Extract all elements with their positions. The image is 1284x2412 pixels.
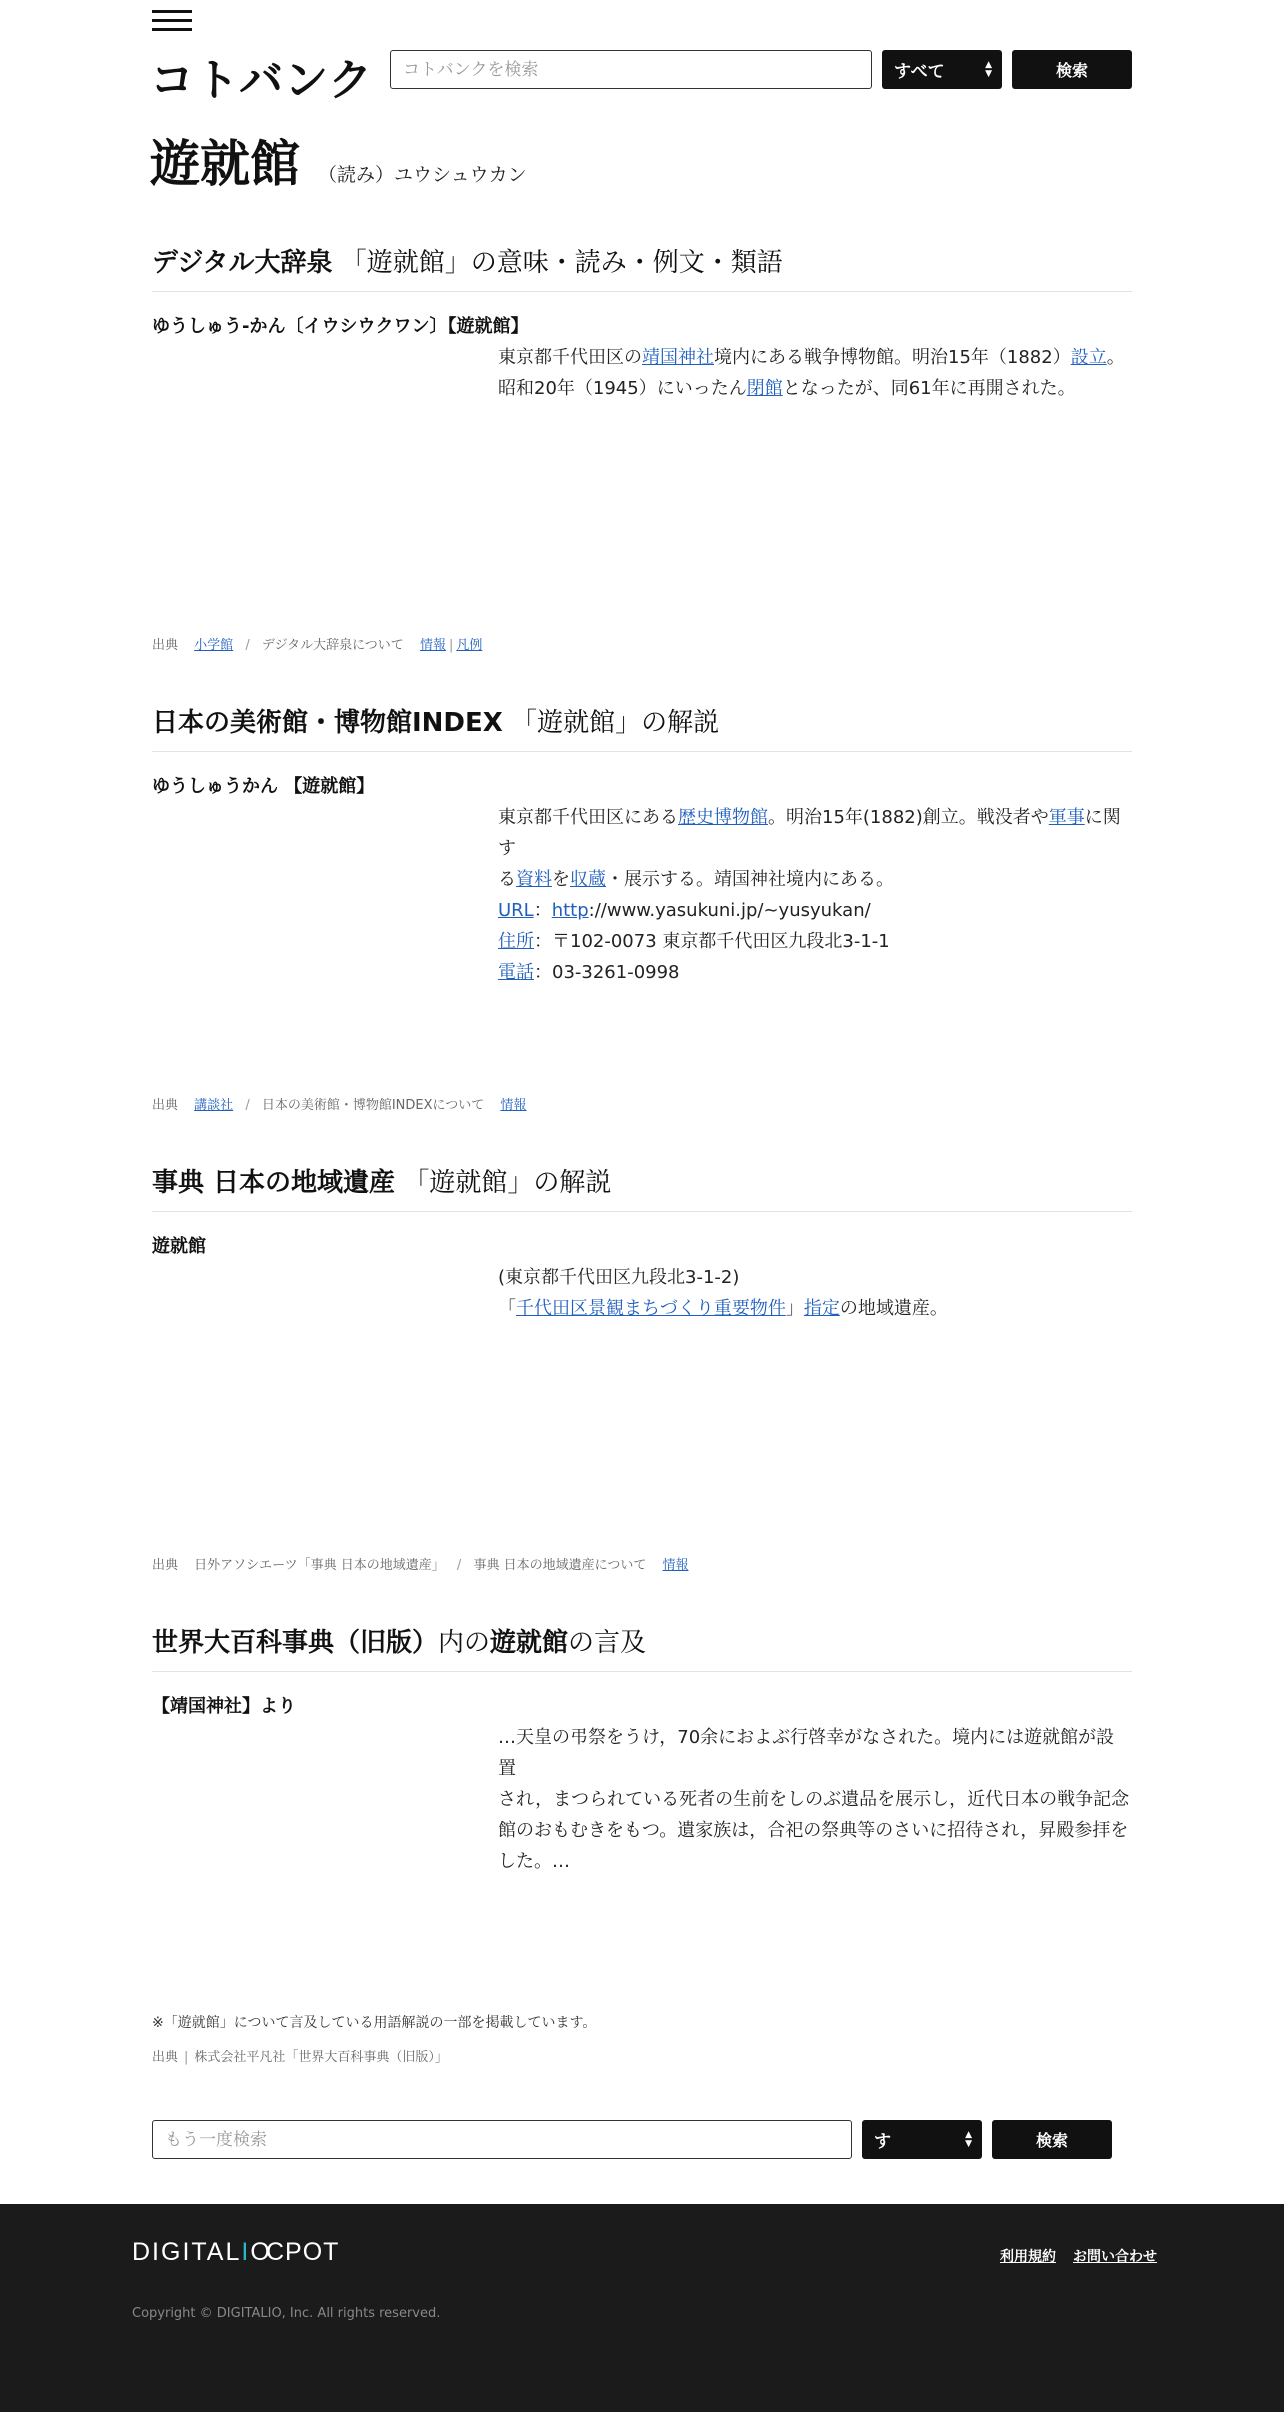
section-chiiki-isan <box>152 1162 1132 1573</box>
category-select-value: すべて <box>894 62 945 82</box>
link-shitei[interactable]: 指定 <box>803 1298 840 1319</box>
menu-icon[interactable] <box>152 10 192 32</box>
section-title <box>152 1162 1132 1212</box>
section-daijisen <box>152 242 1132 653</box>
body-line: …天皇の弔祭をうけ，70余におよぶ行啓幸がなされた。境内には遊就館が設置 <box>498 1727 1115 1779</box>
info-link[interactable]: 情報 <box>500 1098 527 1113</box>
search-button[interactable]: 検索 <box>1012 50 1132 89</box>
select-arrows-icon: ▲ ▼ <box>965 2129 972 2149</box>
cpot-logo[interactable]: CPOT <box>266 2238 340 2266</box>
link-yasukuni[interactable]: 靖国神社 <box>642 347 714 368</box>
entry-body <box>498 1262 1132 1324</box>
source-publisher-link[interactable]: 講談社 <box>194 1098 234 1113</box>
link-setsuritsu[interactable]: 設立 <box>1070 347 1107 368</box>
body-line: 館のおもむきをもつ。遺家族は，合祀の祭典等のさいに招待され，昇殿参拝を <box>498 1820 1129 1841</box>
body-line: 東京都千代田区にある歴史博物館。明治15年(1882)創立。戦没者や軍事に関す <box>498 807 1121 859</box>
link-keikan[interactable]: 千代田区景観まちづくり重要物件 <box>516 1298 786 1319</box>
body-line: され，まつられている死者の生前をしのぶ遺品を展示し，近代日本の戦争記念 <box>498 1789 1130 1810</box>
mentioned-word: 遊就館 <box>490 1628 569 1658</box>
body-line: 昭和20年（1945）にいったん閉館となったが、同61年に再開された。 <box>498 378 1076 399</box>
dictionary-name: 世界大百科事典（旧版） <box>152 1628 439 1658</box>
link-shiryo[interactable]: 資料 <box>516 869 552 890</box>
link-shuzo[interactable]: 収蔵 <box>570 869 606 890</box>
body-line: 住所：〒102-0073 東京都千代田区九段北3-1-1 <box>498 931 890 952</box>
site-logo[interactable]: コトバンク <box>150 55 374 106</box>
dictionary-name: デジタル大辞泉 <box>152 248 333 278</box>
section-title <box>152 242 1132 292</box>
section-title-suffix: 「遊就館」の意味・読み・例文・類語 <box>340 248 783 278</box>
bottom-category-select[interactable] <box>862 2120 982 2159</box>
source-publisher: 株式会社平凡社「世界大百科事典（旧版）」 <box>194 2050 448 2065</box>
section-title <box>152 702 1132 752</box>
source-publisher: 日外アソシエーツ「事典 日本の地域遺産」 <box>194 1558 445 1573</box>
source-line: 出典 | 株式会社平凡社「世界大百科事典（旧版）」 <box>152 2050 448 2065</box>
source-publisher-link[interactable]: 小学館 <box>194 638 234 653</box>
link-http[interactable]: http <box>551 900 589 921</box>
digitalio-logo[interactable]: DIGITALIO <box>132 2238 272 2266</box>
hanrei-link[interactable]: 凡例 <box>456 638 483 653</box>
body-line: (東京都千代田区九段北3-1-2) <box>498 1267 740 1288</box>
body-line: URL：http://www.yasukuni.jp/~yusyukan/ <box>498 900 871 921</box>
section-title-suffix: 「遊就館」の解説 <box>511 708 720 738</box>
info-link[interactable]: 情報 <box>662 1558 689 1573</box>
terms-link[interactable]: 利用規約 <box>1000 2249 1056 2265</box>
info-link[interactable]: 情報 <box>419 638 446 653</box>
search-input[interactable] <box>390 50 872 89</box>
select-arrows-icon: ▲ ▼ <box>985 59 992 79</box>
entry-body <box>498 802 1132 988</box>
mention-note: ※「遊就館」について言及している用語解説の一部を掲載しています。 <box>152 2015 597 2031</box>
entry-head[interactable]: 【靖国神社】より <box>152 1696 296 1717</box>
source-line: 出典 小学館 / デジタル大辞泉について 情報 | 凡例 <box>152 638 483 653</box>
link-url[interactable]: URL <box>498 900 534 921</box>
link-jusho[interactable]: 住所 <box>498 931 534 952</box>
dictionary-name: 事典 日本の地域遺産 <box>152 1168 396 1198</box>
entry-head: ゆうしゅう‐かん〔イウシウクワン〕【遊就館】 <box>152 316 529 337</box>
link-gunji[interactable]: 軍事 <box>1048 807 1085 828</box>
section-title-suffix: 「遊就館」の解説 <box>403 1168 612 1198</box>
body-line: 電話：03-3261-0998 <box>498 962 680 983</box>
entry-body <box>498 1722 1132 1877</box>
footer <box>0 2204 1284 2412</box>
dictionary-name: 日本の美術館・博物館INDEX <box>152 708 503 738</box>
category-select-value: す <box>874 2132 891 2152</box>
bottom-search-input[interactable] <box>152 2120 852 2159</box>
link-heikan[interactable]: 閉館 <box>746 378 783 399</box>
link-denwa[interactable]: 電話 <box>498 962 534 983</box>
body-line: 「千代田区景観まちづくり重要物件」指定の地域遺産。 <box>498 1298 948 1319</box>
copyright: Copyright © DIGITALIO, Inc. All rights reserved. <box>132 2306 441 2321</box>
contact-link[interactable]: お問い合わせ <box>1073 2249 1157 2265</box>
section-museum-index <box>152 702 1132 1113</box>
source-line: 出典 講談社 / 日本の美術館・博物館INDEXについて 情報 <box>152 1098 527 1113</box>
category-select[interactable] <box>882 50 1002 89</box>
body-line: した。… <box>498 1851 570 1872</box>
bottom-search-button[interactable]: 検索 <box>992 2120 1112 2159</box>
section-sekai-hyakka <box>152 1622 1132 2065</box>
headword-reading: （読み）ユウシュウカン <box>318 164 527 186</box>
headword: 遊就館 <box>150 135 300 193</box>
entry-head: 遊就館 <box>152 1236 206 1257</box>
body-line: る資料を収蔵・展示する。靖国神社境内にある。 <box>498 869 894 890</box>
entry-body <box>498 342 1132 404</box>
link-rekishi[interactable]: 歴史博物館 <box>678 807 768 828</box>
source-line: 出典 日外アソシエーツ「事典 日本の地域遺産」 / 事典 日本の地域遺産について 情報 <box>152 1558 689 1573</box>
body-line: 東京都千代田区の靖国神社境内にある戦争博物館。明治15年（1882）設立。 <box>498 347 1125 368</box>
entry-head: ゆうしゅうかん 【遊就館】 <box>152 776 375 797</box>
page-title <box>150 124 527 196</box>
section-title: 世界大百科事典（旧版）内の遊就館の言及 <box>152 1622 1132 1672</box>
